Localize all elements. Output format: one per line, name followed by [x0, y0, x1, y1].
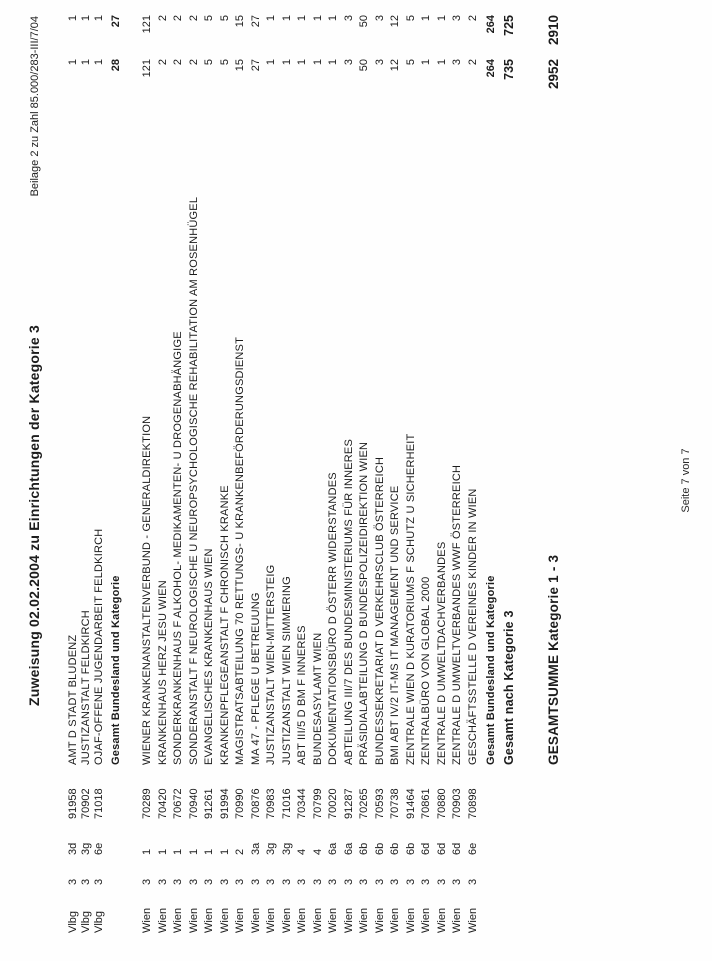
cell-zuweisung-2: 1 — [80, 15, 92, 22]
cell-bundesland: Wien — [420, 907, 432, 933]
cell-kategorie: 3 — [358, 878, 370, 885]
cell-zuweisung-2: 3 — [342, 15, 355, 22]
cell-kategorie: 3 — [141, 878, 153, 885]
cell-einrichtung: MA 47 - PFLEGE U BETREUUNG — [249, 592, 262, 765]
cell-kategorie: 3 — [218, 878, 231, 885]
cell-bundesland: Wien — [296, 907, 308, 933]
cell-code: 70983 — [265, 788, 277, 819]
reference-number: Beilage 2 zu Zahl 85.000/283-III/7/04 — [29, 16, 41, 197]
cell-subkategorie: 4 — [296, 848, 308, 855]
table-row — [311, 15, 327, 933]
table-row — [450, 15, 466, 933]
cell-zuweisung-2: 12 — [389, 15, 401, 28]
table-row — [249, 15, 265, 933]
cell-bundesland: Wien — [280, 907, 293, 933]
cell-einrichtung: JUSTIZANSTALT WIEN SIMMERING — [280, 576, 293, 765]
cell-einrichtung: GESAMTSUMME Kategorie 1 - 3 — [546, 554, 561, 765]
cell-subkategorie: 6b — [389, 842, 401, 855]
cell-zuweisung-1: 2 — [172, 59, 184, 66]
cell-einrichtung: ZENTRALBÜRO VON GLOBAL 2000 — [420, 576, 432, 765]
cell-zuweisung-2: 1 — [265, 15, 277, 22]
cell-subkategorie: 6d — [451, 842, 463, 855]
cell-zuweisung-2: 2910 — [546, 15, 561, 46]
cell-kategorie: 3 — [404, 878, 417, 885]
table-row — [485, 15, 498, 933]
cell-zuweisung-1: 1 — [280, 59, 293, 66]
cell-bundesland: Vlbg — [67, 910, 79, 933]
cell-einrichtung: ABT III/5 D BM F INNERES — [296, 625, 308, 765]
cell-zuweisung-2: 2 — [187, 15, 200, 22]
cell-zuweisung-1: 2 — [466, 59, 479, 66]
cell-einrichtung: ABTEILUNG III/7 DES BUNDESMINISTERIUMS FÜR INNERES — [342, 439, 355, 765]
cell-code: 71018 — [93, 788, 105, 819]
cell-zuweisung-2: 2 — [466, 15, 479, 22]
cell-zuweisung-1: 1 — [93, 59, 105, 66]
cell-zuweisung-1: 3 — [342, 59, 355, 66]
cell-kategorie: 3 — [80, 878, 92, 885]
cell-zuweisung-1: 12 — [389, 59, 401, 72]
table-row — [80, 15, 93, 933]
cell-code: 70903 — [451, 788, 463, 819]
table-row — [280, 15, 296, 933]
cell-zuweisung-2: 5 — [218, 15, 231, 22]
cell-subkategorie: 6b — [404, 842, 417, 855]
cell-subkategorie: 6b — [358, 842, 370, 855]
cell-kategorie: 3 — [234, 878, 246, 885]
cell-zuweisung-2: 5 — [404, 15, 417, 22]
cell-kategorie: 3 — [203, 878, 215, 885]
cell-zuweisung-1: 5 — [218, 59, 231, 66]
cell-subkategorie: 6e — [466, 842, 479, 855]
cell-code: 91261 — [203, 788, 215, 819]
cell-einrichtung: BMI ABT IV/2 IT-MS IT MANAGEMENT UND SERVICE — [389, 485, 401, 765]
cell-bundesland: Wien — [373, 907, 386, 933]
cell-einrichtung: PRÄSIDIALABTEILUNG D BUNDESPOLIZEIDIREKTION WIEN — [358, 441, 370, 765]
cell-zuweisung-1: 3 — [451, 59, 463, 66]
cell-zuweisung-1: 1 — [265, 59, 277, 66]
cell-subkategorie: 3a — [249, 842, 262, 855]
cell-bundesland: Wien — [342, 907, 355, 933]
table-row — [202, 15, 218, 933]
table-row — [295, 15, 311, 933]
cell-subkategorie: 2 — [234, 848, 246, 855]
cell-zuweisung-2: 27 — [110, 15, 122, 28]
cell-subkategorie: 3g — [280, 842, 293, 855]
cell-zuweisung-1: 264 — [485, 59, 497, 78]
cell-zuweisung-1: 1 — [80, 59, 92, 66]
cell-einrichtung: KRANKENPFLEGEANSTALT F CHRONISCH KRANKE — [218, 485, 231, 765]
cell-kategorie: 3 — [265, 878, 277, 885]
cell-einrichtung: EVANGELISCHES KRANKENHAUS WIEN — [203, 548, 215, 765]
table-row — [326, 15, 342, 933]
cell-einrichtung: AMT D STADT BLUDENZ — [67, 634, 79, 765]
cell-code: 70672 — [172, 788, 184, 819]
table-row — [419, 15, 435, 933]
cell-zuweisung-2: 121 — [141, 15, 153, 34]
cell-zuweisung-2: 1 — [327, 15, 339, 22]
cell-einrichtung: DOKUMENTATIONSBÜRO D ÖSTERR WIDERSTANDES — [327, 472, 339, 765]
cell-code: 91994 — [218, 788, 231, 819]
cell-kategorie: 3 — [156, 878, 169, 885]
cell-code: 70289 — [141, 788, 153, 819]
table-row — [357, 15, 373, 933]
cell-bundesland: Wien — [218, 907, 231, 933]
cell-zuweisung-1: 50 — [358, 59, 370, 72]
cell-bundesland: Wien — [435, 907, 448, 933]
cell-kategorie: 3 — [67, 878, 79, 885]
cell-zuweisung-2: 3 — [373, 15, 386, 22]
cell-kategorie: 3 — [327, 878, 339, 885]
cell-einrichtung: BUNDESSEKRETARIAT D VERKEHRSCLUB ÖSTERREICH — [373, 456, 386, 765]
cell-einrichtung: JUSTIZANSTALT FELDKIRCH — [80, 610, 92, 765]
cell-zuweisung-2: 2 — [172, 15, 184, 22]
cell-einrichtung: KRANKENHAUS HERZ JESU WIEN — [156, 580, 169, 765]
cell-zuweisung-1: 735 — [502, 59, 516, 80]
cell-kategorie: 3 — [451, 878, 463, 885]
allocation-table — [67, 15, 564, 933]
cell-bundesland: Vlbg — [93, 910, 105, 933]
cell-bundesland: Wien — [451, 907, 463, 933]
cell-code: 70738 — [389, 788, 401, 819]
cell-subkategorie: 6a — [327, 842, 339, 855]
cell-einrichtung: MAGISTRATSABTEILUNG 70 RETTUNGS- U KRANKENBEFÖRDERUNGSDIENST — [234, 336, 246, 765]
table-row — [140, 15, 156, 933]
table-row — [342, 15, 358, 933]
cell-code: 70861 — [420, 788, 432, 819]
cell-zuweisung-2: 725 — [502, 15, 516, 36]
cell-bundesland: Wien — [327, 907, 339, 933]
cell-code: 70344 — [296, 788, 308, 819]
table-row — [218, 15, 234, 933]
cell-subkategorie: 4 — [311, 848, 324, 855]
cell-zuweisung-1: 27 — [249, 59, 262, 72]
table-row — [264, 15, 280, 933]
table-row — [67, 15, 80, 933]
cell-zuweisung-2: 1 — [67, 15, 79, 22]
table-row — [404, 15, 420, 933]
cell-einrichtung: WIENER KRANKENANSTALTENVERBUND - GENERALDIREKTION — [141, 415, 153, 765]
cell-zuweisung-1: 2 — [156, 59, 169, 66]
cell-einrichtung: BUNDESASYLAMT WIEN — [311, 632, 324, 765]
cell-kategorie: 3 — [420, 878, 432, 885]
cell-zuweisung-1: 5 — [404, 59, 417, 66]
cell-bundesland: Wien — [203, 907, 215, 933]
cell-code: 70880 — [435, 788, 448, 819]
cell-bundesland: Wien — [172, 907, 184, 933]
table-row — [388, 15, 404, 933]
table-row — [233, 15, 249, 933]
cell-code: 70799 — [311, 788, 324, 819]
cell-code: 70902 — [80, 788, 92, 819]
cell-zuweisung-2: 3 — [451, 15, 463, 22]
cell-kategorie: 3 — [435, 878, 448, 885]
cell-bundesland: Wien — [187, 907, 200, 933]
cell-bundesland: Vlbg — [80, 910, 92, 933]
cell-subkategorie: 1 — [218, 848, 231, 855]
cell-kategorie: 3 — [249, 878, 262, 885]
cell-bundesland: Wien — [311, 907, 324, 933]
cell-code: 70876 — [249, 788, 262, 819]
cell-code: 70593 — [373, 788, 386, 819]
cell-subkategorie: 6e — [93, 842, 105, 855]
cell-kategorie: 3 — [466, 878, 479, 885]
cell-zuweisung-1: 3 — [373, 59, 386, 66]
cell-kategorie: 3 — [296, 878, 308, 885]
table-row — [171, 15, 187, 933]
table-row — [435, 15, 451, 933]
cell-zuweisung-2: 1 — [435, 15, 448, 22]
cell-zuweisung-1: 2 — [187, 59, 200, 66]
cell-kategorie: 3 — [311, 878, 324, 885]
cell-zuweisung-1: 1 — [296, 59, 308, 66]
cell-einrichtung: ZENTRALE WIEN D KURATORIUMS F SCHUTZ U SICHERHEIT — [404, 433, 417, 765]
cell-zuweisung-2: 15 — [234, 15, 246, 28]
cell-kategorie: 3 — [389, 878, 401, 885]
cell-zuweisung-2: 1 — [420, 15, 432, 22]
cell-subkategorie: 6d — [435, 842, 448, 855]
table-row — [466, 15, 482, 933]
cell-zuweisung-1: 1 — [327, 59, 339, 66]
cell-kategorie: 3 — [172, 878, 184, 885]
cell-subkategorie: 1 — [187, 848, 200, 855]
cell-kategorie: 3 — [373, 878, 386, 885]
table-row — [110, 15, 123, 933]
cell-einrichtung: SONDERANSTALT F NEUROLOGISCHE U NEUROPSYCHOLOGISCHE REHABILITATION AM ROSENHÜGEL — [187, 196, 200, 765]
cell-einrichtung: GESCHÄFTSSTELLE D VEREINES KINDER IN WIEN — [466, 488, 479, 765]
cell-einrichtung: Gesamt Bundesland und Kategorie — [485, 575, 497, 765]
cell-zuweisung-1: 15 — [234, 59, 246, 72]
table-row — [544, 15, 564, 933]
document-title: Zuweisung 02.02.2004 zu Einrichtungen der Kategorie 3 — [26, 325, 42, 706]
cell-code: 71016 — [280, 788, 293, 819]
cell-code: 91464 — [404, 788, 417, 819]
cell-einrichtung: ZENTRALE D UMWELTDACHVERBANDES — [435, 541, 448, 765]
cell-subkategorie: 3g — [80, 842, 92, 855]
cell-einrichtung: ZENTRALE D UMWELTVERBANDES WWF ÖSTERREICH — [451, 464, 463, 765]
cell-zuweisung-2: 264 — [485, 15, 497, 34]
cell-kategorie: 3 — [93, 878, 105, 885]
cell-zuweisung-1: 1 — [67, 59, 79, 66]
table-row — [93, 15, 106, 933]
cell-zuweisung-1: 28 — [110, 59, 122, 72]
table-row — [373, 15, 389, 933]
cell-bundesland: Wien — [389, 907, 401, 933]
cell-zuweisung-2: 5 — [203, 15, 215, 22]
cell-zuweisung-1: 2952 — [546, 59, 561, 90]
cell-code: 91287 — [342, 788, 355, 819]
cell-subkategorie: 1 — [203, 848, 215, 855]
cell-code: 70420 — [156, 788, 169, 819]
cell-bundesland: Wien — [156, 907, 169, 933]
cell-einrichtung: Gesamt nach Kategorie 3 — [502, 610, 516, 765]
cell-kategorie: 3 — [280, 878, 293, 885]
cell-bundesland: Wien — [265, 907, 277, 933]
cell-zuweisung-2: 27 — [249, 15, 262, 28]
cell-kategorie: 3 — [187, 878, 200, 885]
cell-zuweisung-1: 1 — [311, 59, 324, 66]
cell-zuweisung-2: 1 — [93, 15, 105, 22]
cell-code: 70898 — [466, 788, 479, 819]
cell-code: 70020 — [327, 788, 339, 819]
cell-zuweisung-1: 1 — [420, 59, 432, 66]
page-number: Seite 7 von 7 — [680, 448, 692, 513]
cell-zuweisung-2: 50 — [358, 15, 370, 28]
cell-zuweisung-2: 1 — [296, 15, 308, 22]
table-row — [187, 15, 203, 933]
cell-code: 70265 — [358, 788, 370, 819]
cell-zuweisung-2: 2 — [156, 15, 169, 22]
cell-zuweisung-2: 1 — [311, 15, 324, 22]
cell-einrichtung: SONDERKRANKENHAUS F ALKOHOL- MEDIKAMENTEN- U DROGENABHÄNGIGE — [172, 331, 184, 765]
cell-bundesland: Wien — [249, 907, 262, 933]
cell-zuweisung-2: 1 — [280, 15, 293, 22]
cell-subkategorie: 1 — [172, 848, 184, 855]
cell-bundesland: Wien — [404, 907, 417, 933]
cell-einrichtung: JUSTIZANSTALT WIEN-MITTERSTEIG — [265, 564, 277, 765]
cell-bundesland: Wien — [358, 907, 370, 933]
cell-subkategorie: 3g — [265, 842, 277, 855]
cell-einrichtung: Gesamt Bundesland und Kategorie — [110, 575, 122, 765]
cell-subkategorie: 6b — [373, 842, 386, 855]
cell-subkategorie: 3d — [67, 842, 79, 855]
cell-zuweisung-1: 121 — [141, 59, 153, 78]
table-row — [500, 15, 518, 933]
cell-kategorie: 3 — [342, 878, 355, 885]
cell-bundesland: Wien — [234, 907, 246, 933]
cell-subkategorie: 1 — [141, 848, 153, 855]
cell-einrichtung: OJAF-OFFENE JUGENDARBEIT FELDKIRCH — [93, 528, 105, 765]
cell-zuweisung-1: 5 — [203, 59, 215, 66]
cell-subkategorie: 6a — [342, 842, 355, 855]
cell-code: 91958 — [67, 788, 79, 819]
cell-subkategorie: 1 — [156, 848, 169, 855]
cell-code: 70990 — [234, 788, 246, 819]
table-row — [156, 15, 172, 933]
cell-code: 70940 — [187, 788, 200, 819]
cell-bundesland: Wien — [466, 907, 479, 933]
cell-subkategorie: 6d — [420, 842, 432, 855]
cell-zuweisung-1: 1 — [435, 59, 448, 66]
cell-bundesland: Wien — [141, 907, 153, 933]
